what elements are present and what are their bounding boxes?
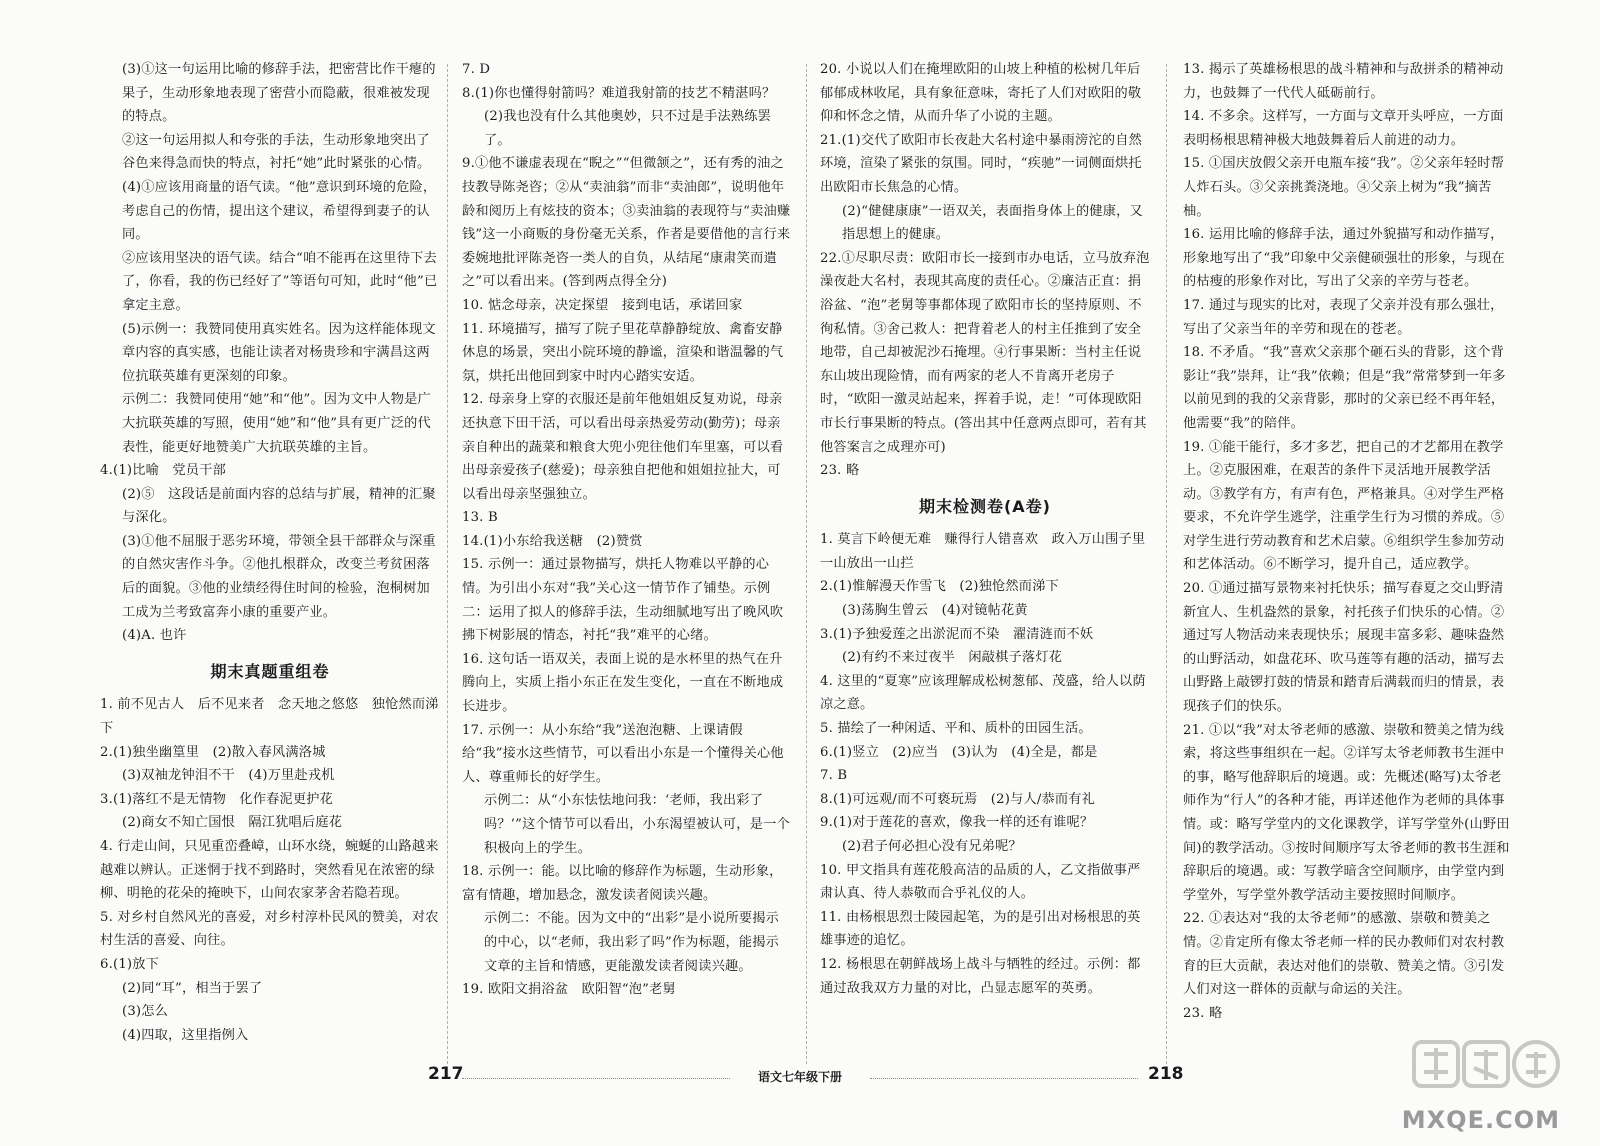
column-divider xyxy=(1166,64,1167,1064)
answer-paragraph: 3.(1)落红不是无情物 化作春泥更护花 xyxy=(100,791,334,807)
answer-paragraph: 16. 这句话一语双关，表面上说的是水杯里的热气在升腾向上，实质上指小东正在发生变化，一直在不断地成长进步。 xyxy=(462,651,784,715)
answer-paragraph: 6.(1)竖立 (2)应当 (3)认为 (4)全是，都是 xyxy=(820,744,1098,760)
section-heading: 期末检测卷(A卷) xyxy=(918,496,1051,516)
answer-paragraph: (4)A. 也许 xyxy=(122,628,187,644)
answer-paragraph: 18. 示例一：能。以比喻的修辞作为标题，生动形象，富有情趣，增加悬念，激发读者阅读兴趣。 xyxy=(462,864,783,903)
answer-paragraph: 8.(1)可远观/而不可亵玩焉 (2)与人/恭而有礼 xyxy=(820,791,1096,807)
watermark-logo-icon xyxy=(1412,1040,1562,1106)
answer-paragraph: 12. 杨根思在朝鲜战场上战斗与牺牲的经过。示例：都通过敌我双方力量的对比，凸显志愿军的英勇。 xyxy=(820,956,1141,996)
answer-paragraph: (2)我也没有什么其他奥妙，只不过是手法熟练罢了。 xyxy=(484,109,772,148)
answer-paragraph: 11. 由杨根思烈士陵园起笔，为的是引出对杨根思的英雄事迹的追忆。 xyxy=(820,909,1141,949)
answer-paragraph: 6.(1)放下 xyxy=(100,956,160,972)
answer-paragraph: 15. 示例一：通过景物描写，烘托人物难以平静的心情。为引出小东对“我”关心这一情节作了铺垫。示例二：运用了拟人的修辞手法，生动细腻地写出了晚风吹拂下树影展的情态，衬托“我”难平的心绪。 xyxy=(462,557,784,644)
answer-paragraph: 2.(1)独坐幽篁里 (2)散入春风满洛城 xyxy=(100,744,326,760)
answer-paragraph: 21.(1)交代了欧阳市长夜赴大名村途中暴雨滂沱的自然环境，渲染了紧张的氛围。同时，“疾驰”一词侧面烘托出欧阳市长焦急的心情。 xyxy=(820,132,1142,195)
column-2 xyxy=(462,58,792,1002)
answer-paragraph: 12. 母亲身上穿的衣服还是前年他姐姐反复劝说，母亲还执意下田干活，可以看出母亲热爱劳动(勤劳)；母亲亲自种出的蔬菜和粮食大兜小兜往他们车里塞，可以看出母亲爱孩子(慈爱)；母亲独自把他和姐姐拉扯大，可以看出母亲坚强独立。 xyxy=(462,392,784,502)
answer-paragraph: 22. ①表达对“我的太爷老师”的感激、崇敬和赞美之情。②肯定所有像太爷老师一样的民办教师们对农村教育的巨大贡献，表达对他们的崇敬、赞美之情。③引发人们对这一群体的贡献与命运的关注。 xyxy=(1183,911,1505,998)
column-4 xyxy=(1183,58,1513,1025)
section-heading: 期末真题重组卷 xyxy=(210,661,330,681)
answer-paragraph: 11. 环境描写，描写了院子里花草静静绽放、禽畜安静休息的场景，突出小院环境的静谧，渲染和谐温馨的气氛，烘托出他回到家中时内心踏实安适。 xyxy=(462,321,784,384)
answer-paragraph: 18. 不矛盾。“我”喜欢父亲那个砸石头的背影，这个背影让“我”崇拜，让“我”依赖；但是“我”常常梦到一年多以前见到的我的父亲背影，那时的父亲已经不再年轻，他需要“我”的陪伴。 xyxy=(1183,345,1506,431)
answer-paragraph: 19. 欧阳文捐浴盆 欧阳智“泡”老舅 xyxy=(462,982,676,998)
answer-paragraph: 19. ①能干能行，多才多艺，把自己的才艺都用在教学上。②克服困难，在艰苦的条件下灵活地开展教学活动。③教学有方，有声有色，严格兼具。④对学生严格要求，不允许学生逃学，注重学生行为习惯的养成。⑤对学生进行劳动教育和艺术启蒙。⑥组织学生参加劳动和艺体活动。⑥不断学习，提升自己，适应教学。 xyxy=(1183,439,1505,573)
page-number-right: 218 xyxy=(1148,1064,1184,1084)
answer-paragraph: (2)“健健康康”一语双关，表面指身体上的健康，又指思想上的健康。 xyxy=(842,203,1143,243)
column-3 xyxy=(820,58,1150,1000)
answer-paragraph: 4. 这里的“夏寒”应该理解成松树葱郁、茂盛，给人以荫凉之意。 xyxy=(820,673,1146,713)
answer-paragraph: (3)怎么 xyxy=(122,1004,169,1020)
answer-paragraph: 4.(1)比喻 党员干部 xyxy=(100,463,226,479)
answer-paragraph: 9.(1)对于莲花的喜欢，像我一样的还有谁呢？ xyxy=(820,815,1094,831)
answer-paragraph: 16. 运用比喻的修辞手法，通过外貌描写和动作描写，形象地写出了“我”印象中父亲健硕强壮的形象，与现在的枯瘦的形象作对比，写出了父亲的辛劳与苍老。 xyxy=(1183,227,1505,290)
answer-paragraph: 7. B xyxy=(820,768,848,784)
column-divider xyxy=(806,64,807,1064)
answer-paragraph: 22.①尽职尽责：欧阳市长一接到市办电话，立马放弃泡澡夜赴大名村，表现其高度的责任心。②廉洁正直：捐浴盆、“泡”老舅等事都体现了欧阳市长的坚持原则、不徇私情。③舍己救人：把背着老人的村主任推到了安全地带，自己却被泥沙石掩埋。④行事果断：当村主任说东山坡出现险情，而有两家的老人不肯离开老房子时，“欧阳一激灵站起来，挥着手说，走！”可体现欧阳市长行事果断的特点。(答出其中任意两点即可，若有其他答案言之成理亦可) xyxy=(820,250,1150,455)
answer-paragraph: 14. 不多余。这样写，一方面与文章开头呼应，一方面表明杨根思精神极大地鼓舞着后人前进的动力。 xyxy=(1183,109,1504,148)
page-footer xyxy=(0,1064,1600,1094)
answer-paragraph: (4)四取，这里指例入 xyxy=(122,1027,249,1043)
answer-paragraph: 3.(1)予独爱莲之出淤泥而不染 濯清涟而不妖 xyxy=(820,626,1094,642)
answer-paragraph: 23. 略 xyxy=(820,463,860,479)
answer-paragraph: 4. 行走山间，只见重峦叠嶂，山环水绕，蜿蜒的山路越来越难以辨认。正迷惘于找不到路时，突然看见在浓密的绿柳、明艳的花朵的掩映下，山间农家茅舍若隐若现。 xyxy=(100,839,439,902)
answer-paragraph: (3)双袖龙钟泪不干 (4)万里赴戎机 xyxy=(122,768,335,784)
answer-paragraph: 17. 示例一：从小东给“我”送泡泡糖、上课请假给“我”接水这些情节，可以看出小东是一个懂得关心他人、尊重师长的好学生。 xyxy=(462,722,784,785)
watermark-text: MXQE.COM xyxy=(1401,1106,1560,1134)
answer-paragraph: (2)有约不来过夜半 闲敲棋子落灯花 xyxy=(842,650,1063,666)
answer-paragraph: ②应该用坚决的语气读。结合“咱不能再在这里待下去了，你看，我的伤已经好了”等语句可知，此时“他”已拿定主意。 xyxy=(122,250,438,313)
answer-paragraph: 示例二：不能。因为文中的“出彩”是小说所要揭示的中心，以“老师，我出彩了吗”作为标题，能揭示文章的主旨和情感，更能激发读者阅读兴趣。 xyxy=(484,911,780,974)
answer-paragraph: 示例二：从“小东怯怯地问我：‘老师，我出彩了吗？’”这个情节可以看出，小东渴望被认可，是一个积极向上的学生。 xyxy=(484,793,790,856)
column-divider xyxy=(447,64,448,1064)
answer-paragraph: 23. 略 xyxy=(1183,1005,1223,1021)
answer-paragraph: 13. 揭示了英雄杨根思的战斗精神和与敌拼杀的精神动力，也鼓舞了一代代人砥砺前行。 xyxy=(1183,62,1504,101)
answer-paragraph: 1. 前不见古人 后不见来者 念天地之悠悠 独怆然而涕下 xyxy=(100,697,439,737)
answer-paragraph: 20. ①通过描写景物来衬托快乐；描写春夏之交山野清新宜人、生机盎然的景象，衬托孩子们快乐的心情。②通过写人物活动来表现快乐；展现丰富多彩、趣味盎然的山野活动，如盘花环、吹马莲等有趣的活动，描写去山野路上敲锣打鼓的情景和踏青后满载而归的情景，表现孩子们的快乐。 xyxy=(1183,581,1505,715)
answer-paragraph: (2)同“耳”，相当于罢了 xyxy=(122,980,263,996)
answer-paragraph: 2.(1)惟解漫天作雪飞 (2)独怆然而涕下 xyxy=(820,579,1059,595)
answer-paragraph: 示例二：我赞同使用“她”和“他”。因为文中人物是广大抗联英雄的写照，使用“她”和“他”具有更广泛的代表性，能更好地赞美广大抗联英雄的主旨。 xyxy=(122,392,431,455)
answer-paragraph: 14.(1)小东给我送糖 (2)赞赏 xyxy=(462,533,643,549)
answer-paragraph: 10. 甲文指具有莲花般高洁的品质的人，乙文指做事严肃认真、待人恭敬而合乎礼仪的人。 xyxy=(820,862,1141,902)
answer-paragraph: 5. 对乡村自然风光的喜爱，对乡村淳朴民风的赞美，对农村生活的喜爱、向往。 xyxy=(100,909,439,949)
answer-paragraph: (4)①应该用商量的语气读。“他”意识到环境的危险，考虑自己的伤情，提出这个建议，希望得到妻子的认同。 xyxy=(122,179,437,243)
footer-rule-right xyxy=(870,1078,1138,1079)
answer-paragraph: (3)①这一句运用比喻的修辞手法，把密营比作干瘪的果子，生动形象地表现了密营小而隐蔽，很难被发现的特点。 xyxy=(122,62,436,125)
answer-paragraph: 13. B xyxy=(462,510,498,526)
answer-paragraph: (3)荡胸生曾云 (4)对镜帖花黄 xyxy=(842,603,1028,619)
answer-paragraph: (2)商女不知亡国恨 隔江犹唱后庭花 xyxy=(122,815,343,831)
answer-paragraph: 7. D xyxy=(462,62,491,77)
answer-paragraph: 15. ①国庆放假父亲开电瓶车接“我”。②父亲年轻时帮人炸石头。③父亲挑粪浇地。④父亲上树为“我”摘苦柚。 xyxy=(1183,156,1504,219)
answer-paragraph: 8.(1)你也懂得射箭吗？难道我射箭的技艺不精湛吗？ xyxy=(462,85,776,101)
column-1 xyxy=(100,58,440,1047)
answer-paragraph: 10. 惦念母亲，决定探望 接到电话，承诺回家 xyxy=(462,297,743,313)
book-title: 语文七年级下册 xyxy=(757,1070,842,1084)
answer-paragraph: (2)君子何必担心没有兄弟呢？ xyxy=(842,839,1022,854)
footer-rule-left xyxy=(462,1078,730,1079)
page-number-left: 217 xyxy=(428,1064,464,1084)
answer-paragraph: 17. 通过与现实的比对，表现了父亲并没有那么强壮，写出了父亲当年的辛劳和现在的苍老。 xyxy=(1183,297,1504,337)
answer-paragraph: (5)示例一：我赞同使用真实姓名。因为这样能体现文章内容的真实感，也能让读者对杨贵珍和宇满昌这两位抗联英雄有更深刻的印象。 xyxy=(122,321,436,384)
answer-paragraph: (2)⑤ 这段话是前面内容的总结与扩展，精神的汇聚与深化。 xyxy=(122,486,436,526)
answer-paragraph: 21. ①以“我”对太爷老师的感激、崇敬和赞美之情为线索，将这些事组织在一起。②详写太爷老师教书生涯中的事，略写他辞职后的境遇。或：先概述(略写)太爷老师作为“行人”的各种才能，再详述他作为老师的具体事情。或：略写学堂内的文化课教学，详写学堂外(山野田间)的教学活动。③按时间顺序写太爷老师的教书生涯和辞职后的境遇。或：写教学暗含空间顺序，由学堂内到学堂外，写学堂外教学活动主要按照时间顺序。 xyxy=(1183,722,1510,903)
answer-paragraph: ②这一句运用拟人和夸张的手法，生动形象地突出了谷色来得急而快的特点，衬托“她”此时紧张的心情。 xyxy=(122,132,431,172)
answer-paragraph: 5. 描绘了一种闲适、平和、质朴的田园生活。 xyxy=(820,721,1092,737)
answer-paragraph: 20. 小说以人们在掩埋欧阳的山坡上种植的松树几年后郁郁成林收尾，具有象征意味，寄托了人们对欧阳的敬仰和怀念之情，从而升华了小说的主题。 xyxy=(820,62,1142,125)
answer-paragraph: 1. 莫言下岭便无难 赚得行人错喜欢 政入万山围子里一山放出一山拦 xyxy=(820,532,1146,571)
answer-paragraph: (3)①他不屈服于恶劣环境，带领全县干部群众与深重的自然灾害作斗争。②他扎根群众，改变兰考贫困落后的面貌。③他的业绩经得住时间的检验，泡桐树加工成为兰考致富奔小康的重要产业。 xyxy=(122,533,436,620)
answer-paragraph: 9.①他不谦虚表现在“睨之”“但微颔之”，还有秀的油之技教导陈尧咨；②从“卖油翁”而非“卖油郎”，说明他年龄和阅历上有炫技的资本；③卖油翁的表现符与“卖油赚钱”这一小商贩的身份毫无关系，作者是要借他的言行来委婉地批评陈尧咨一类人的自负，从结尾“康肃笑而遣之”可以看出来。(答到两点得全分) xyxy=(462,156,791,290)
